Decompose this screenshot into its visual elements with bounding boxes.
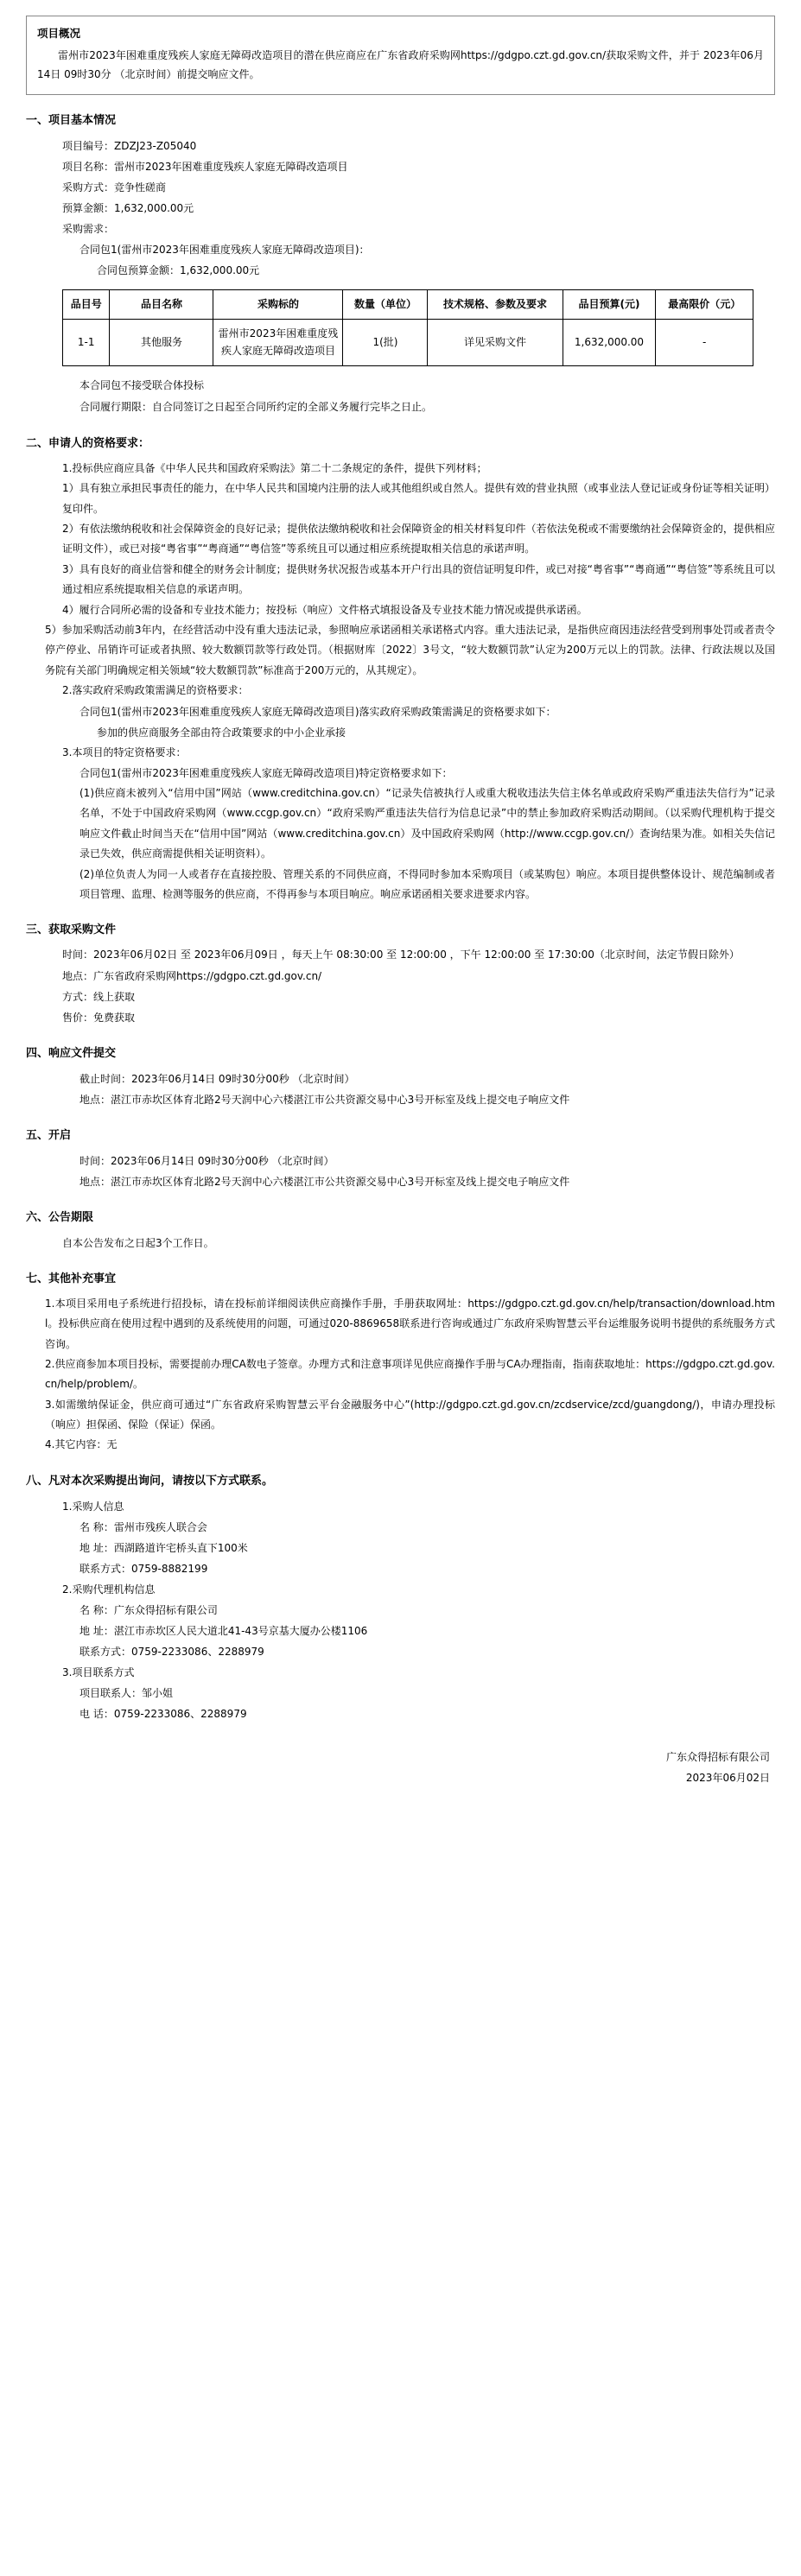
qualification-p11: 合同包1(雷州市2023年困难重度残疾人家庭无障碍改造项目)特定资格要求如下： xyxy=(79,767,453,779)
buyer-contact-value: 0759-8882199 xyxy=(131,1562,208,1575)
project-contact-tel-label: 电 话： xyxy=(79,1707,114,1720)
col-item-no: 品目号 xyxy=(63,290,110,319)
cell-item-no: 1-1 xyxy=(63,319,110,365)
submit-deadline-row xyxy=(79,1069,775,1089)
other-p1: 1.本项目采用电子系统进行招投标，请在投标前详细阅读供应商操作手册，手册获取网址：https://gdgpo.czt.gd.gov.cn/help/transaction/download.html。投标供应商在使用过程中遇到的及系统使用的问题，可通过020-8869658联系进行咨询或通过广东政府采购智慧云平台运维服务说明书提供的系统服务方式咨询。 xyxy=(45,1297,775,1350)
purchase-method-label: 采购方式： xyxy=(62,181,115,194)
footer-company: 广东众得招标有限公司 xyxy=(665,1750,770,1763)
qualification-p5: 4）履行合同所必需的设备和专业技术能力；按投标（响应）文件格式填报设备及专业技术能力情况或提供承诺函。 xyxy=(62,603,588,616)
get-doc-time-row xyxy=(62,945,775,965)
col-item-name: 品目名称 xyxy=(110,290,213,319)
buyer-contact-label: 联系方式： xyxy=(79,1562,132,1575)
cell-item-qty: 1(批) xyxy=(343,319,428,365)
submit-place-value: 湛江市赤坎区体育北路2号天润中心六楼湛江市公共资源交易中心3号开标室及线上提交电子响应文件 xyxy=(111,1093,570,1106)
project-no-row xyxy=(62,136,775,156)
section-4-heading: 四、响应文件提交 xyxy=(26,1046,117,1060)
project-contact-person-label: 项目联系人： xyxy=(79,1686,143,1699)
agency-address-row xyxy=(79,1621,775,1641)
section-1-heading: 一、项目基本情况 xyxy=(26,114,117,128)
get-doc-price-row xyxy=(62,1007,775,1028)
other-p3: 3.如需缴纳保证金，供应商可通过“广东省政府采购智慧云平台金融服务中心”(http://gdgpo.czt.gd.gov.cn/zcdservice/zcd/guangdong/)，申请办理投标（响应）担保函、保险（保证）保函。 xyxy=(45,1398,775,1431)
package-note-1: 本合同包不接受联合体投标 xyxy=(79,378,205,391)
budget-value: 1,632,000.00元 xyxy=(114,202,194,215)
project-contact-person-value: 邹小姐 xyxy=(142,1686,174,1699)
buyer-address-label: 地 址： xyxy=(79,1541,114,1554)
open-time-value: 2023年06月14日 09时30分00秒 （北京时间） xyxy=(111,1154,334,1167)
budget-label: 预算金额： xyxy=(62,202,115,215)
agency-name-value: 广东众得招标有限公司 xyxy=(113,1603,218,1616)
col-item-qty: 数量（单位） xyxy=(343,290,428,319)
buyer-address-value: 西湖路道许宅桥头直下100米 xyxy=(113,1541,248,1554)
submit-place-row xyxy=(79,1089,775,1110)
buyer-name-label: 名 称： xyxy=(79,1520,114,1533)
get-doc-time-value: 2023年06月02日 至 2023年06月09日 ，每天上午 08:30:00 至 12:00:00 ，下午 12:00:00 至 17:30:00（北京时间，法定节假日除外） xyxy=(93,949,740,961)
qualification-p2: 1）具有独立承担民事责任的能力，在中华人民共和国境内注册的法人或其他组织或自然人。提供有效的营业执照（或事业法人登记证或身份证等相关证明）复印件。 xyxy=(62,482,775,515)
project-name-row xyxy=(62,156,775,177)
qualification-p1: 1.投标供应商应具备《中华人民共和国政府采购法》第二十二条规定的条件，提供下列材料； xyxy=(62,461,487,474)
submit-deadline-value: 2023年06月14日 09时30分00秒 （北京时间） xyxy=(131,1072,355,1085)
get-doc-method-label: 方式： xyxy=(62,990,94,1003)
other-p2: 2.供应商参加本项目投标，需要提前办理CA数电子签章。办理方式和注意事项详见供应商操作手册与CA办理指南，指南获取地址：https://gdgpo.czt.gd.gov.cn/help/problem/。 xyxy=(45,1357,775,1391)
open-time-row xyxy=(79,1151,775,1171)
budget-row xyxy=(62,198,775,219)
items-table xyxy=(62,289,753,365)
qualification-p12: (1)供应商未被列入“信用中国”网站（www.creditchina.gov.cn）“记录失信被执行人或重大税收违法失信主体名单或政府采购严重违法失信行为”记录名单，不处于中国政府采购网（www.ccgp.gov.cn）“政府采购严重违法失信行为信息记录”中的禁止参加政府采购活动期间。（以采购代理机构于提交响应文件截止时间当天在“信用中国”网站（www.creditchina.gov.cn）及中国政府采购网（http://www.ccgp.gov.cn/）查询结果为准。如相关失信记录已失效，供应商需提供相关证明资料）。 xyxy=(79,787,775,860)
qualification-p3: 2）有依法缴纳税收和社会保障资金的良好记录；提供依法缴纳税收和社会保障资金的相关材料复印件（若依法免税或不需要缴纳社会保障资金的，提供相应证明文件），或已对接“粤省事”“粤商通”“粤信签”等系统且可以通过相应系统提取相关信息的承诺声明。 xyxy=(62,523,775,555)
table-header-row xyxy=(63,290,753,319)
col-item-budget: 品目预算(元) xyxy=(563,290,656,319)
section-6-heading: 六、公告期限 xyxy=(26,1210,94,1224)
qualification-p4: 3）具有良好的商业信誉和健全的财务会计制度；提供财务状况报告或基本开户行出具的资信证明复印件，或已对接“粤省事”“粤商通”“粤信签”等系统且可以通过相应系统提取相关信息的承诺声明。 xyxy=(62,562,775,596)
overview-title: 项目概况 xyxy=(37,27,81,40)
agency-info-title: 2.采购代理机构信息 xyxy=(62,1583,156,1596)
section-7-heading: 七、其他补充事宜 xyxy=(26,1272,117,1285)
section-3-heading: 三、获取采购文件 xyxy=(26,923,117,937)
project-no-value: ZDZJ23-Z05040 xyxy=(114,140,197,153)
section-5-heading: 五、开启 xyxy=(26,1128,72,1142)
open-place-value: 湛江市赤坎区体育北路2号天润中心六楼湛江市公共资源交易中心3号开标室及线上提交电子响应文件 xyxy=(111,1175,570,1188)
notice-period-text: 自本公告发布之日起3个工作日。 xyxy=(62,1236,214,1249)
other-p4: 4.其它内容：无 xyxy=(45,1438,118,1451)
package-budget-line: 合同包预算金额：1,632,000.00元 xyxy=(97,264,260,277)
buyer-name-value: 雷州市残疾人联合会 xyxy=(113,1520,207,1533)
buyer-name-row xyxy=(79,1517,775,1538)
project-name-label: 项目名称： xyxy=(62,161,115,174)
agency-contact-label: 联系方式： xyxy=(79,1645,132,1658)
overview-text: 雷州市2023年困难重度残疾人家庭无障碍改造项目的潜在供应商应在广东省政府采购网https://gdgpo.czt.gd.gov.cn/获取采购文件，并于 2023年06月14日 09时30分 （北京时间）前提交响应文件。 xyxy=(37,49,764,81)
document-footer xyxy=(26,1747,775,1788)
col-item-cap: 最高限价（元） xyxy=(656,290,753,319)
cell-item-spec: 详见采购文件 xyxy=(428,319,563,365)
overview-box xyxy=(26,16,775,95)
open-place-label: 地点： xyxy=(79,1175,111,1188)
agency-contact-row xyxy=(79,1641,775,1662)
get-doc-place-row xyxy=(62,966,775,987)
get-doc-place-label: 地点： xyxy=(62,969,94,982)
get-doc-price-label: 售价： xyxy=(62,1011,94,1024)
agency-name-row xyxy=(79,1600,775,1621)
cell-item-target: 雷州市2023年困难重度残疾人家庭无障碍改造项目 xyxy=(213,319,343,365)
submit-place-label: 地点： xyxy=(79,1093,111,1106)
qualification-p10: 3.本项目的特定资格要求： xyxy=(62,746,187,758)
cell-item-cap: - xyxy=(656,319,753,365)
footer-date: 2023年06月02日 xyxy=(685,1771,770,1784)
agency-address-value: 湛江市赤坎区人民大道北41-43号京基大厦办公楼1106 xyxy=(113,1624,368,1637)
cell-item-budget: 1,632,000.00 xyxy=(563,319,656,365)
section-8-heading: 八、凡对本次采购提出询问，请按以下方式联系。 xyxy=(26,1474,274,1488)
buyer-contact-row xyxy=(79,1558,775,1579)
project-name-value: 雷州市2023年困难重度残疾人家庭无障碍改造项目 xyxy=(114,161,348,174)
col-item-target: 采购标的 xyxy=(213,290,343,319)
qualification-p7: 2.落实政府采购政策需满足的资格要求： xyxy=(62,684,249,697)
qualification-p13: (2)单位负责人为同一人或者存在直接控股、管理关系的不同供应商，不得同时参加本采购项目（或某购包）响应。本项目提供整体设计、规范编制或者项目管理、监理、检测等服务的供应商，不得再参与本项目响应。响应承诺函相关要求进要求内容。 xyxy=(79,867,775,900)
agency-address-label: 地 址： xyxy=(79,1624,114,1637)
table-row xyxy=(63,319,753,365)
qualification-p6: 5）参加采购活动前3年内，在经营活动中没有重大违法记录，参照响应承诺函相关承诺格式内容。重大违法记录，是指供应商因违法经营受到刑事处罚或者责令停产停业、吊销许可证或者执照、较大数额罚款等行政处罚。（根据财库〔2022〕3号文，“较大数额罚款”认定为200万元以上的罚款。法律、行政法规以及国务院有关部门明确规定相关领域“较大数额罚款”标准高于200万元的，从其规定）。 xyxy=(45,624,775,676)
project-contact-tel-row xyxy=(79,1704,775,1724)
submit-deadline-label: 截止时间： xyxy=(79,1072,132,1085)
package-note-2: 合同履行期限：自合同签订之日起至合同所约定的全部义务履行完毕之日止。 xyxy=(79,400,433,413)
agency-name-label: 名 称： xyxy=(79,1603,114,1616)
get-doc-method-row xyxy=(62,987,775,1007)
buyer-info-title: 1.采购人信息 xyxy=(62,1500,124,1513)
get-doc-price-value: 免费获取 xyxy=(93,1011,136,1024)
col-item-spec: 技术规格、参数及要求 xyxy=(428,290,563,319)
open-time-label: 时间： xyxy=(79,1154,111,1167)
requirement-label: 采购需求： xyxy=(62,223,115,236)
purchase-method-value: 竞争性磋商 xyxy=(114,181,167,194)
get-doc-method-value: 线上获取 xyxy=(93,990,136,1003)
cell-item-name: 其他服务 xyxy=(110,319,213,365)
qualification-p9: 参加的供应商服务全部由符合政策要求的中小企业承接 xyxy=(97,726,346,739)
agency-contact-value: 0759-2233086、2288979 xyxy=(131,1645,264,1658)
project-contact-person-row xyxy=(79,1683,775,1704)
requirement-row xyxy=(62,219,775,239)
get-doc-place-value: 广东省政府采购网https://gdgpo.czt.gd.gov.cn/ xyxy=(93,969,322,982)
open-place-row xyxy=(79,1171,775,1192)
get-doc-time-label: 时间： xyxy=(62,949,94,961)
purchase-method-row xyxy=(62,177,775,198)
project-no-label: 项目编号： xyxy=(62,140,115,153)
buyer-address-row xyxy=(79,1538,775,1558)
project-contact-tel-value: 0759-2233086、2288979 xyxy=(113,1707,247,1720)
section-2-heading: 二、申请人的资格要求： xyxy=(26,436,150,450)
package-line: 合同包1(雷州市2023年困难重度残疾人家庭无障碍改造项目)： xyxy=(79,244,370,257)
project-contact-title: 3.项目联系方式 xyxy=(62,1666,135,1678)
qualification-p8: 合同包1(雷州市2023年困难重度残疾人家庭无障碍改造项目)落实政府采购政策需满足的资格要求如下： xyxy=(79,705,556,718)
